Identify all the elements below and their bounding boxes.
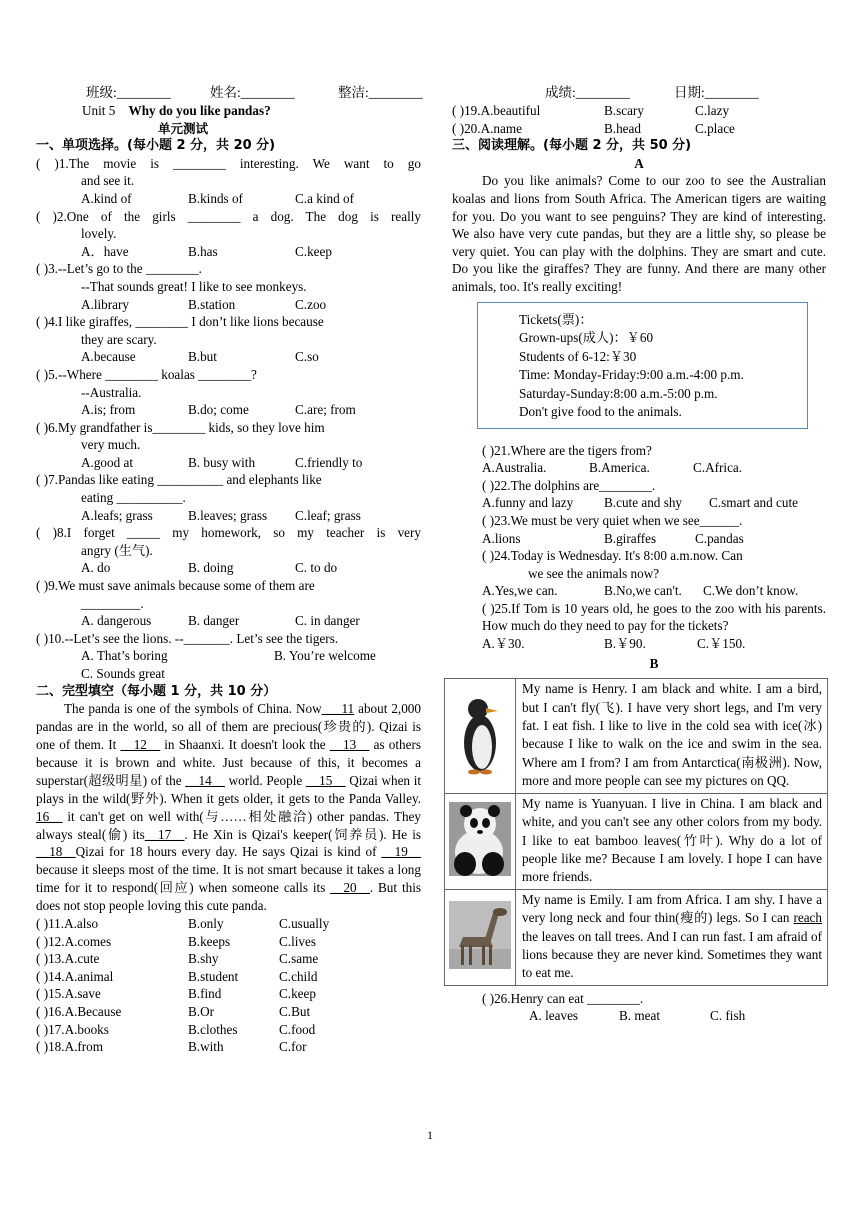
ticket-box: Tickets(票)： Grown-ups(成人)：￥60 Students of 6-12:￥30 Time: Monday-Friday:9:00 a.m.-4:00 p.m. Saturday-Sunday:8:00 a.m.-5:00 p.m. Don't give food to the animals.	[477, 302, 808, 429]
q7-options[interactable]: A.leafs; grass B.leaves; grass C.leaf; grass	[81, 507, 361, 523]
cloze-option-c[interactable]: C.keep	[279, 986, 316, 1002]
giraffe-icon	[449, 901, 511, 969]
q22-options[interactable]: A.funny and lazy B.cute and shy C.smart and cute	[482, 495, 798, 511]
cloze-option-n[interactable]: ( )12.A.comes	[36, 933, 112, 949]
q4-stem: ( )4.I like giraffes, ________ I don’t like lions because	[36, 314, 324, 330]
cloze-option-c[interactable]: C.child	[279, 968, 318, 984]
q1-stem: ( )1.The movie is ________ interesting. We want to go	[36, 155, 421, 171]
panda-image	[445, 793, 516, 889]
panda-icon	[449, 802, 511, 876]
part-b-label: B	[649, 655, 659, 671]
cloze-option-b[interactable]: B.clothes	[188, 1021, 238, 1037]
giraffe-image	[445, 889, 516, 985]
q9-options[interactable]: A. dangerous B. danger C. in danger	[81, 613, 360, 629]
q1-options[interactable]: A.kind of B.kinds of C.a kind of	[81, 190, 354, 206]
cloze-passage: The panda is one of the symbols of China. Now___11 about 2,000 pandas are in the world, so all of them are precious(珍贵的). Qizai is one of them. It __12__ in Shaanxi. It doesn't look the __13__ as others because it is brown and white. Just because of this, it becomes a superstar(超级明星) of the __14__ world. People __15__ Qizai when it plays in the wild(野外). When it gets older, it gets to the Panda Valley. 16__ it can't get on well with(与……相处融洽) other pandas. They always steal(偷) its__17__. He Xin is Qizai's keeper(饲养员). He is __18__Qizai for 18 hours every day. He says Qizai is kind of __19__ because it sleeps most of the time. It is not smart because it takes a long time for it to respond(回应) when someone calls its __20__. But this does not stop people loving this cute panda.	[36, 701, 422, 914]
cloze-option-c[interactable]: C.lazy	[695, 103, 730, 118]
q26-stem: ( )26.Henry can eat ________.	[482, 990, 644, 1006]
cloze-option-n[interactable]: ( )19.A.beautiful	[452, 103, 541, 118]
cloze-options[interactable]	[36, 915, 421, 1056]
q25-stem: ( )25.If Tom is 10 years old, he goes to the zoo with his parents. How much do they need to pay for the tickets?	[482, 600, 826, 634]
cloze-option-row[interactable]	[36, 968, 421, 986]
q2-stem: ( )2.One of the girls ________ a dog. The dog is really	[36, 208, 421, 224]
unit-title: Unit 5 Why do you like pandas?	[82, 103, 271, 118]
cloze-option-c[interactable]: C.lives	[279, 933, 316, 949]
cloze-option-row[interactable]	[36, 985, 421, 1003]
q5-options[interactable]: A.is; from B.do; come C.are; from	[81, 402, 356, 418]
cloze-option-c[interactable]: C.But	[279, 1004, 311, 1020]
cloze-option-n[interactable]: ( )15.A.save	[36, 986, 101, 1002]
q25-options[interactable]: A.￥30. B.￥90. C.￥150.	[482, 636, 746, 652]
cloze-option-c[interactable]: C.for	[279, 1039, 307, 1055]
section1-heading: 一、单项选择。(每小题 2 分，共 20 分)	[36, 138, 276, 154]
cloze-option-n[interactable]: ( )11.A.also	[36, 916, 99, 932]
left-column: Unit 5 Why do you like pandas? 单元测试 一、单项选择。(每小题 2 分，共 20 分) ( )1.The movie is ________ interesting. We want to go and see it. A.kind of B.kinds of C.a kind of ( )2.One of the girls ________ a dog. The dog is really lovely. A．have B.has C.keep ( )3.--Let’s go to the ________. --That sounds great! I like to see monkeys. A.library B.station C.zoo ( )4.I like giraffes, ________ I don’t like lions because they are scary. A.because B.but C.so ( )5.--Where ________ koalas ________? --Australia. A.is; from B.do; come C.are; from ( )6.My grandfather is________ kids, so they love him very much. A.good at B. busy with C.friendly to ( )7.Pandas like eating __________ and elephants like eating __________. A.leafs; grass B.leaves; grass C.leaf; grass ( )8.I forget _____ my homework, so my teacher is very angry (生气). A. do B. doing C. to do ( )9.We must save animals because some of them are _________. A. dangerous B. danger C. in danger ( )10.--Let’s see the lions. --_______. Let’s see the tigers. A. That’s boring B. You’re welcome C. Sounds great 二、完型填空（每小题 1 分，共 10 分） The panda is one of the symbols of China. Now___11 about 2,000 pandas are in the world, so all of them are precious(珍贵的). Qizai is one of them. It __12__ in Shaanxi. It doesn't look the __13__ as others because it is brown and white. Just because of this, it becomes a superstar(超级明星) of the __14__ world. People __15__ Qizai when it plays in the wild(野外). When it gets older, it gets to the Panda Valley. 16__ it can't get on well with(与……相处融洽) other pandas. They always steal(偷) its__17__. He Xin is Qizai's keeper(饲养员). He is __18__Qizai for 18 hours every day. He says Qizai is kind of __19__ because it sleeps most of the time. It is not smart because it takes a long time for it to respond(回应) when someone calls its __20__. But this does not stop people loving this cute panda. ( )11.A.also B.only C.usually ( )12.A.comes B.keeps C.lives ( )13.A.cute B.shy C.same ( )14.A.animal B.student C.child ( )15.A.save B.find C.keep ( )16.A.Because B.Or C.But ( )17.A.books B.clothes C.food ( )18.A.from B.with C.for	[36, 103, 422, 1055]
q6-stem: ( )6.My grandfather is________ kids, so they love him	[36, 419, 325, 435]
cloze-option-b[interactable]: B.student	[188, 968, 239, 984]
q4-options[interactable]: A.because B.but C.so	[81, 349, 319, 365]
q21-options[interactable]: A.Australia. B.America. C.Africa.	[482, 460, 743, 476]
cloze-option-c[interactable]: C.usually	[279, 916, 330, 932]
cloze-option-row[interactable]	[452, 120, 826, 138]
class-field[interactable]: 班级:________	[86, 85, 171, 100]
q22-stem: ( )22.The dolphins are________.	[482, 477, 656, 493]
yuanyuan-text: My name is Yuanyuan. I live in China. I am black and white, and you can't see any other colors from my body. I like to eat bamboo leaves(竹叶). Why do a lot of people like me? Because I am lovely. I hope I can have more friends.	[516, 793, 828, 889]
cloze-option-row[interactable]	[36, 1003, 421, 1021]
cloze-option-b[interactable]: B.keeps	[188, 933, 231, 949]
penguin-icon	[458, 693, 502, 775]
cloze-option-row[interactable]	[36, 1038, 421, 1056]
cloze-option-row[interactable]	[36, 1021, 421, 1039]
q2-options[interactable]: A．have B.has C.keep	[81, 243, 332, 259]
cloze-option-row[interactable]	[36, 915, 421, 933]
header-fields	[0, 84, 860, 102]
q8-options[interactable]: A. do B. doing C. to do	[81, 560, 338, 576]
date-field[interactable]: 日期:________	[674, 85, 759, 100]
cloze-option-n[interactable]: ( )17.A.books	[36, 1021, 109, 1037]
q24-options[interactable]: A.Yes,we can. B.No,we can't. C.We don’t know.	[482, 583, 799, 599]
q23-stem: ( )23.We must be very quiet when we see______.	[482, 512, 743, 528]
part-a-label: A	[634, 155, 644, 171]
cloze-option-n[interactable]: ( )16.A.Because	[36, 1004, 122, 1020]
q5-stem: ( )5.--Where ________ koalas ________?	[36, 366, 257, 382]
section2-heading: 二、完型填空（每小题 1 分，共 10 分）	[36, 683, 277, 699]
cloze-options-continued[interactable]	[452, 102, 826, 137]
cloze-option-row[interactable]	[36, 933, 421, 951]
right-column: ( )19.A.beautiful B.scary C.lazy ( )20.A.name B.head C.place 三、阅读理解。(每小题 2 分，共 50 分) A Do you like animals? Come to our zoo to see the Australian koalas and lions from South Africa. The American tigers are waiting for you. Do you want to see penguins? They are kind of interesting. We also have very cute pandas, but they are a little shy, so please be very quiet. You can play with the dolphins. They are smart and cute. Do you like the giraffes? They are funny. And there are many other animals, too. It's really exciting! Tickets(票)： Grown-ups(成人)：￥60 Students of 6-12:￥30 Time: Monday-Friday:9:00 a.m.-4:00 p.m. Saturday-Sunday:8:00 a.m.-5:00 p.m. Don't give food to the animals. ( )21.Where are the tigers from? A.Australia. B.America. C.Africa. ( )22.The dolphins are________. A.funny and lazy B.cute and shy C.smart and cute ( )23.We must be very quiet when we see______. A.lions B.giraffes C.pandas ( )24.Today is Wednesday. It's 8:00 a.m.now. Can we see the animals now? A.Yes,we can. B.No,we can't. C.We don’t know. ( )25.If Tom is 10 years old, he goes to the zoo with his parents. How much do they need to pay for the tickets? A.￥30. B.￥90. C.￥150. B My name is Henry. I am black and white. I am a bird, but I can't fly(飞). I have very short legs, and I'm very fat. I eat fish. I like to live in the cold sea with ice(冰) because I like to walk on the ice and swim in the sea. Where am I from? I am from Antarctica(南极洲). Now, more and more people can see my pictures on QQ. My name is Yuanyuan. I live in China. I am black and white, and you can't see any other colors from my body. I like to eat bamboo leaves(竹叶). Why do a lot of people like me? Because I am lovely. I hope I can have more friends. My name is Emily. I am from Africa. I am shy. I have a very long neck and four thin(瘦的) legs. So I can reach the leaves on tall trees. And I can run fast. I am afraid of lions because they are never kind. Sometimes they want to eat me. ( )26.Henry can eat ________. A. leaves B. meat C. fish	[452, 102, 826, 1025]
q6-options[interactable]: A.good at B. busy with C.friendly to	[81, 454, 363, 470]
cloze-option-n[interactable]: ( )18.A.from	[36, 1039, 104, 1055]
penguin-image	[445, 679, 516, 793]
cloze-option-b[interactable]: B.shy	[188, 951, 219, 967]
cloze-option-c[interactable]: C.same	[279, 951, 319, 967]
q3-options[interactable]: A.library B.station C.zoo	[81, 296, 327, 312]
tidy-field[interactable]: 整洁:________	[338, 85, 423, 100]
page-number: 1	[427, 1128, 433, 1142]
cloze-option-row[interactable]	[452, 102, 826, 120]
q10-options[interactable]: A. That’s boring B. You’re welcome	[81, 648, 376, 664]
cloze-option-b[interactable]: B.with	[188, 1039, 224, 1055]
q9-stem: ( )9.We must save animals because some of them are	[36, 578, 315, 594]
cloze-option-row[interactable]	[36, 950, 421, 968]
section3-heading: 三、阅读理解。(每小题 2 分，共 50 分)	[452, 138, 692, 154]
cloze-option-n[interactable]: ( )14.A.animal	[36, 968, 114, 984]
cloze-option-c[interactable]: C.place	[695, 120, 735, 136]
q10-stem: ( )10.--Let’s see the lions. --_______. Let’s see the tigers.	[36, 630, 339, 646]
cloze-option-b[interactable]: B.only	[188, 916, 224, 932]
q26-options[interactable]: A. leaves B. meat C. fish	[529, 1008, 746, 1024]
subtitle: 单元测试	[158, 120, 209, 136]
passage-a: Do you like animals? Come to our zoo to see the Australian koalas and lions from South Africa. The American tigers are waiting for you. Do you want to see penguins? They are kind of interesting. We also have very cute pandas, but they are a little shy, so please be very quiet. You can play with the dolphins. They are smart and cute. Do you like the giraffes? They are funny. And there are many other animals, too. It's really exciting!	[452, 173, 826, 294]
cloze-option-b[interactable]: B.scary	[604, 103, 644, 118]
cloze-option-n[interactable]: ( )20.A.name	[452, 120, 522, 136]
cloze-option-n[interactable]: ( )13.A.cute	[36, 951, 100, 967]
score-field[interactable]: 成绩:________	[545, 85, 630, 100]
q24-stem: ( )24.Today is Wednesday. It's 8:00 a.m.now. Can	[482, 548, 743, 564]
q23-options[interactable]: A.lions B.giraffes C.pandas	[482, 530, 744, 546]
cloze-option-c[interactable]: C.food	[279, 1021, 316, 1037]
q21-stem: ( )21.Where are the tigers from?	[482, 442, 652, 458]
q7-stem: ( )7.Pandas like eating __________ and elephants like	[36, 472, 322, 488]
henry-text: My name is Henry. I am black and white. I am a bird, but I can't fly(飞). I have very short legs, and I'm very fat. I eat fish. I like to live in the cold sea with ice(冰) because I like to walk on the ice and swim in the sea. Where am I from? I am from Antarctica(南极洲). Now, more and more people can see my pictures on QQ.	[516, 679, 828, 793]
cloze-option-b[interactable]: B.find	[188, 986, 222, 1002]
part-b-table	[444, 678, 828, 986]
emily-text: My name is Emily. I am from Africa. I am shy. I have a very long neck and four thin(瘦的) legs. So I can reach the leaves on tall trees. And I can run fast. I am afraid of lions because they are never kind. Sometimes they want to eat me.	[516, 889, 828, 985]
q3-stem: ( )3.--Let’s go to the ________.	[36, 261, 202, 277]
name-field[interactable]: 姓名:________	[210, 85, 295, 100]
q8-stem: ( )8.I forget _____ my homework, so my teacher is very	[36, 525, 421, 541]
cloze-option-b[interactable]: B.Or	[188, 1004, 215, 1020]
cloze-option-b[interactable]: B.head	[604, 120, 641, 136]
